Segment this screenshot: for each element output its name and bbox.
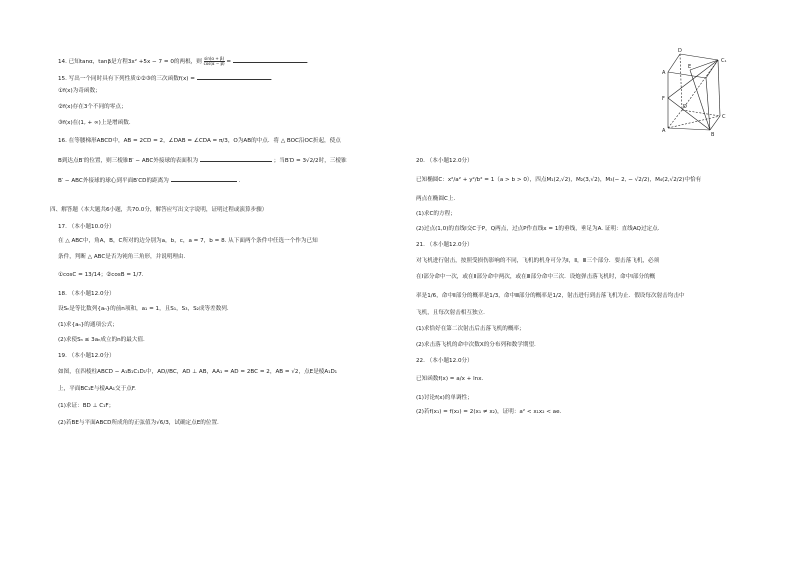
q21-header: 21. （本小题12.0分） — [416, 242, 473, 248]
q15-answer-blank[interactable] — [197, 74, 271, 80]
q16-line2 — [58, 156, 347, 165]
q19-line2: 上，平面BC₁E与棱AA₁交于点F. — [58, 386, 136, 392]
section-4-heading: 四、解答题（本大题共6小题，共70.0分，解答应写出文字说明，证明过程或演算步骤） — [50, 207, 268, 213]
q15-prop1: ①f(x)为奇函数； — [58, 88, 101, 94]
diagonal — [690, 60, 718, 70]
q21-line6: (2)求击落飞机的命中次数X的分布列和数学期望. — [416, 342, 536, 348]
q14: 14. 已知tanα，tanβ是方程3x² +5x − 7 = 0的两根，则 $\frac{\sin(\alpha + \beta)}{\cos(\alpha - \beta)}$ = . — [58, 56, 309, 66]
q20-line4: (2)过点(1,0)的直线l交C于P，Q两点，过点P作直线x = 1的垂线，垂足为A. 证明：直线AQ过定点. — [416, 226, 660, 232]
q14-eq: = — [226, 59, 232, 65]
label-B: B — [711, 132, 715, 138]
label-D: D — [683, 104, 687, 110]
q14-fraction — [204, 57, 225, 66]
q19-line3: (1)求证：BD ⊥ C₁F； — [58, 403, 115, 409]
q16-answer-blank-2[interactable] — [171, 176, 237, 182]
q18-line2: (1)求{aₙ}的通项公式； — [58, 322, 118, 328]
q20-line3: (1)求C的方程； — [416, 211, 456, 217]
q16-line2-text: B到达点B′的位置，则三棱锥B′ − ABC外接球的表面积为 — [58, 158, 199, 164]
q14-text: 14. 已知tanα，tanβ是方程3x² +5x − 7 = 0的两根，则 — [58, 59, 202, 65]
q14-frac-bot: cos(α − β) — [203, 61, 225, 66]
q22-line2: (1)讨论f(x)的单调性； — [416, 395, 473, 401]
q15: 15. 写出一个同时具有下列性质①②③的三次函数f(x) = . — [58, 76, 273, 82]
q16-line2-end: 3√2/2时，三棱锥 — [302, 158, 347, 164]
q19-line4: (2)若BE与平面ABCD所成角的正弦值为√6/3，试确定点E的位置. — [58, 420, 219, 426]
q20-line1: 已知椭圆C：x²/a² + y²/b² = 1（a > b > 0），四点M₁(2,√2)，M₂(3,√2)，M₃(− 2, − √2/2)，M₄(2,√2/2)中恰有 — [416, 177, 702, 183]
q22-line1: 已知函数f(x) = a/x + lnx. — [416, 376, 484, 382]
q17-line3: ①cosC = 13/14；②cosB = 1/7. — [58, 272, 144, 278]
diagonal — [668, 98, 710, 130]
q16-answer-blank-1[interactable] — [200, 156, 272, 162]
q16-line2-mid: ；当B′D = — [273, 158, 301, 164]
q15-prop3: ③f(x)在(1, + ∞)上是增函数. — [58, 120, 131, 126]
edge — [668, 72, 706, 78]
q17-header: 17. （本小题10.0分） — [58, 224, 115, 230]
q15-text: 15. 写出一个同时具有下列性质①②③的三次函数f(x) = — [58, 76, 195, 82]
q19-header: 19. （本小题12.0分） — [58, 353, 115, 359]
label-A1: A — [662, 70, 666, 76]
edge — [680, 54, 718, 60]
hidden-edge — [680, 54, 682, 110]
label-C: C — [722, 114, 726, 120]
label-F: F — [662, 96, 665, 102]
q22-header: 22. （本小题12.0分） — [416, 358, 473, 364]
q17-line2: 条件，判断 △ ABC是否为钝角三角形，并说明理由. — [58, 254, 186, 260]
q21-line1: 对飞机进行射击，按照受损伤影响的不同，飞机的机身可分为Ⅰ，Ⅱ，Ⅲ三个部分．要击落飞机，必须 — [416, 258, 660, 264]
q22-line3: (2)若f(x₁) = f(x₂) = 2(x₁ ≠ x₂)，证明：a² < x₁x₂ < ae. — [416, 409, 562, 415]
label-D1: D — [678, 48, 682, 54]
diagonal — [690, 70, 710, 130]
q21-line4: 飞机，且每次射击相互独立. — [416, 310, 485, 316]
label-C1: C₁ — [721, 58, 727, 64]
label-A: A — [662, 128, 666, 134]
edge — [706, 78, 710, 130]
prism-figure — [660, 46, 740, 138]
q19-line1: 如图，在四棱柱ABCD − A₁B₁C₁D₁中，AD//BC，AD ⊥ AB，AA₁ = AD = 2BC = 2，AB = √2，点E是棱A₁D₁ — [58, 369, 338, 375]
q18-line1: 设Sₙ是等比数列{aₙ}的前n项和，a₁ = 1，且S₁，S₃，S₂成等差数列. — [58, 306, 229, 312]
q16-line3 — [58, 176, 240, 185]
q21-line5: (1)求恰好在第二次射击后击落飞机的概率； — [416, 326, 525, 332]
label-E: E — [688, 64, 692, 70]
q16-line1: 16. 在等腰梯形ABCD中，AB = 2CD = 2，∠DAB = ∠CDA = π/3，O为AB的中点．将 △ BOC沿OC折起，使点 — [58, 138, 341, 144]
q20-line2: 两点在椭圆C上. — [416, 196, 456, 202]
q16-line3-end: . — [238, 178, 241, 184]
q18-header: 18. （本小题12.0分） — [58, 291, 115, 297]
edge — [710, 116, 720, 130]
q16-line3-text: B′ − ABC外接球的球心到平面B′CD的距离为 — [58, 178, 169, 184]
q21-line3: 率是1/6，命中Ⅱ部分的概率是1/3，命中Ⅲ部分的概率是1/2，射击进行到击落飞机为止．假设每次射击均击中 — [416, 293, 685, 299]
q17-line1: 在 △ ABC中，角A，B，C所对的边分别为a，b，c，a = 7，b = 8. 从下面两个条件中任选一个作为已知 — [58, 238, 318, 244]
q18-line3: (2)求使Sₙ ≤ 3aₙ成立的n的最大值. — [58, 337, 145, 343]
q20-header: 20. （本小题12.0分） — [416, 158, 473, 164]
edge — [668, 54, 680, 72]
edge — [668, 128, 710, 130]
edge — [706, 60, 718, 78]
edge — [718, 60, 720, 116]
q14-answer-blank[interactable] — [233, 57, 307, 63]
q21-line2: 在Ⅰ部分命中一次，或在Ⅱ部分命中两次，或在Ⅲ部分命中三次．设炮弹击落飞机时，命中Ⅰ部分的概 — [416, 274, 656, 280]
q15-prop2: ②f(x)存在3个不同的零点； — [58, 104, 127, 110]
q14-frac-top: sin(α + β) — [204, 56, 225, 61]
